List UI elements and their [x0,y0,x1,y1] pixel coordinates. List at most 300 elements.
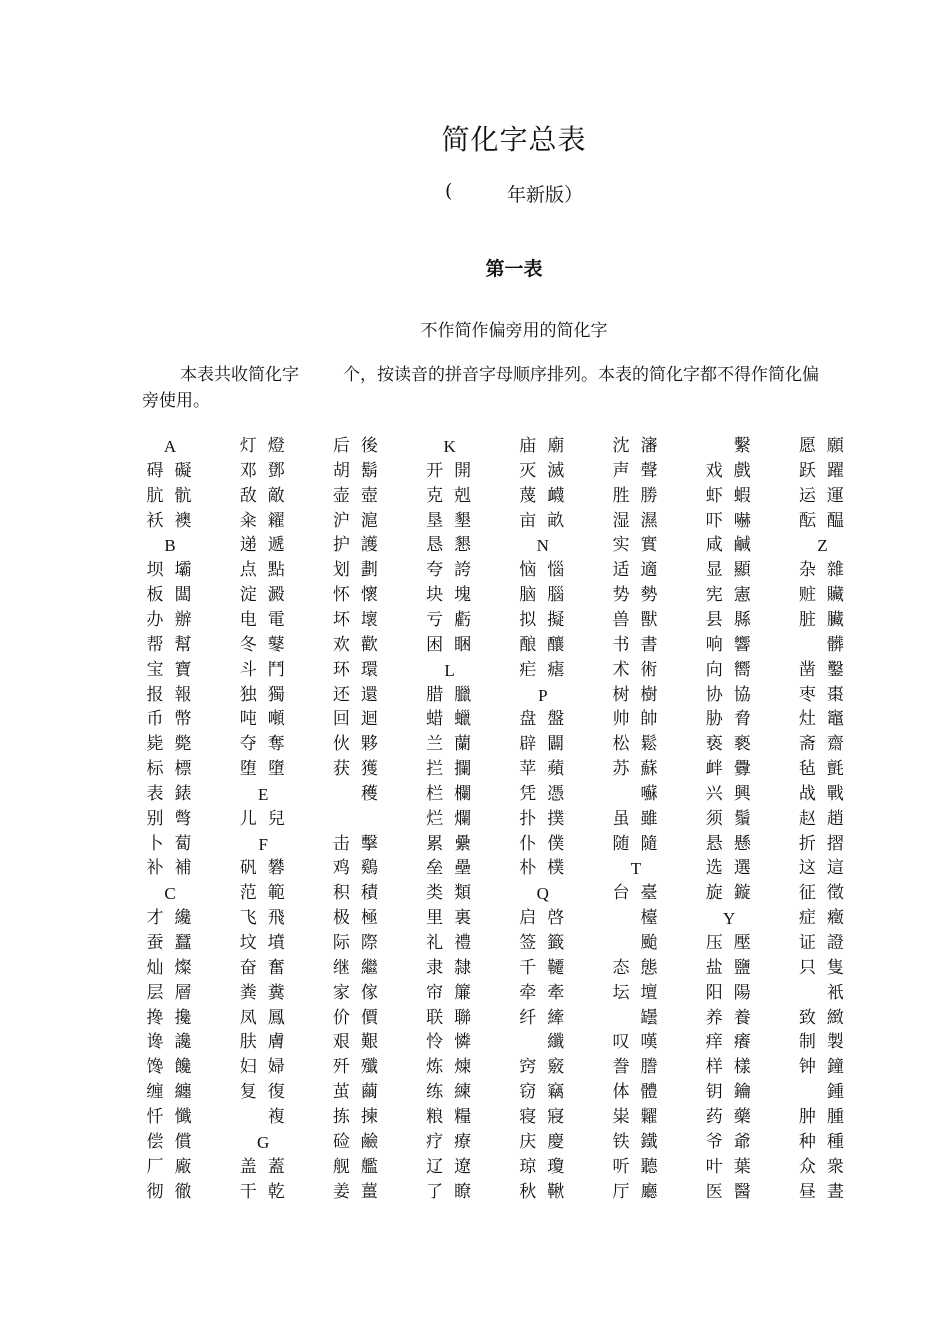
character-pair [701,757,781,782]
simplified-char: 歼 [332,1057,350,1078]
character-pair [515,509,595,534]
traditional-char: 兒 [267,808,285,829]
simplified-char: 联 [426,1007,444,1028]
character-pair [515,782,595,807]
simplified-char: 碍 [146,460,164,481]
character-pair [515,956,595,981]
character-pair [515,707,595,732]
character-pair [422,1130,502,1155]
simplified-char: 兽 [612,609,630,630]
traditional-char: 擬 [547,609,565,630]
simplified-char: 粪 [239,982,257,1003]
traditional-char: 奪 [267,734,285,755]
character-pair [422,484,502,509]
character-pair [142,484,222,509]
character-pair [422,533,502,558]
simplified-char: 划 [332,560,350,581]
character-pair [794,558,874,583]
traditional-char: 籤 [547,933,565,953]
character-pair [328,1105,408,1130]
simplified-char: 拟 [519,609,537,630]
character-pair [235,856,315,881]
traditional-char: 盤 [547,709,565,730]
character-pair [328,1055,408,1080]
traditional-char: 隨 [640,833,658,854]
simplified-char: 烂 [426,808,444,829]
simplified-char: 帅 [612,709,630,730]
letter-heading [142,881,222,906]
simplified-char: 矾 [239,858,257,879]
traditional-char: 繭 [360,1082,378,1103]
simplified-char: 显 [705,560,723,581]
character-pair [701,633,781,658]
simplified-char: 养 [705,1007,723,1028]
traditional-char: 檯 [640,908,658,929]
simplified-char: 这 [798,858,816,879]
simplified-char: 范 [239,883,257,904]
character-pair [608,1006,688,1031]
simplified-char: 缠 [146,1082,164,1103]
edition-open-paren: ( [445,180,453,202]
character-pair [422,509,502,534]
character-pair [142,509,222,534]
simplified-char: 沪 [332,510,350,531]
traditional-char: 懺 [174,1106,192,1127]
simplified-char: 赃 [798,585,816,606]
character-pair [608,1030,688,1055]
letter-heading [235,832,315,857]
traditional-char: 壞 [360,609,378,630]
character-pair [328,459,408,484]
traditional-char: 燦 [174,957,192,978]
simplified-char: 恳 [426,535,444,556]
traditional-char: 電 [267,609,285,630]
character-pair [701,782,781,807]
simplified-char: 毙 [146,734,164,755]
traditional-char: 晝 [826,1181,844,1202]
character-pair [142,732,222,757]
character-pair [608,707,688,732]
traditional-char: 蘭 [454,734,472,755]
letter-heading [515,533,595,558]
traditional-char: 撲 [547,808,565,829]
simplified-char: 书 [612,634,630,655]
simplified-char: 肮 [146,485,164,506]
simplified-char: 宪 [705,585,723,606]
traditional-char: 罎 [640,1007,658,1028]
traditional-char: 斃 [174,734,192,755]
letter-heading-text: Q [536,884,549,904]
traditional-char: 壘 [454,858,472,879]
character-pair [142,459,222,484]
character-pair [794,931,874,956]
simplified-char: 坏 [332,609,350,630]
simplified-char: 练 [426,1082,444,1103]
simplified-char: 补 [146,858,164,879]
traditional-char: 纏 [174,1082,192,1103]
traditional-char: 鼕 [267,634,285,655]
character-pair [515,732,595,757]
character-pair [515,459,595,484]
character-pair [422,732,502,757]
character-pair [608,1180,688,1205]
simplified-char: 证 [798,933,816,953]
traditional-char: 鞦 [547,1181,565,1202]
character-pair [422,832,502,857]
letter-heading [794,533,874,558]
traditional-char: 纍 [454,833,472,854]
character-pair [422,1080,502,1105]
simplified-char: 开 [426,460,444,481]
traditional-char: 鬚 [733,808,751,829]
character-pair [422,881,502,906]
character-pair [608,956,688,981]
simplified-char: 灶 [798,709,816,730]
simplified-char: 运 [798,485,816,506]
simplified-char: 礼 [426,933,444,953]
simplified-char: 击 [332,833,350,854]
character-pair [422,981,502,1006]
simplified-char: 卜 [146,833,164,854]
character-pair [794,1180,874,1205]
traditional-char: 縣 [733,609,751,630]
character-pair [328,906,408,931]
traditional-char: 礬 [267,858,285,879]
simplified-char: 家 [332,982,350,1003]
traditional-char: 樹 [640,684,658,705]
simplified-char: 坟 [239,933,257,953]
simplified-char: 灿 [146,957,164,978]
character-pair [701,931,781,956]
character-pair [235,1180,315,1205]
character-pair [422,1105,502,1130]
simplified-char: 淀 [239,585,257,606]
traditional-char: 鄧 [267,460,285,481]
traditional-char: 擊 [360,833,378,854]
traditional-char: 瓊 [547,1156,565,1177]
character-pair [235,1080,315,1105]
traditional-char: 竈 [826,709,844,730]
character-pair [608,807,688,832]
traditional-char: 墮 [267,759,285,780]
traditional-char: 鬥 [267,659,285,680]
simplified-char: 琼 [519,1156,537,1177]
simplified-char: 爷 [705,1131,723,1152]
simplified-char: 样 [705,1057,723,1078]
simplified-char: 签 [519,933,537,953]
traditional-char: 夥 [360,734,378,755]
traditional-char: 讒 [174,1032,192,1053]
traditional-char: 體 [640,1082,658,1103]
character-pair [422,1055,502,1080]
traditional-char: 願 [826,436,844,456]
character-pair [235,707,315,732]
character-pair [328,1030,408,1055]
simplified-char: 怜 [426,1032,444,1053]
traditional-char: 幫 [174,634,192,655]
character-pair [235,558,315,583]
traditional-char: 遼 [454,1156,472,1177]
character-pair [794,981,874,1006]
simplified-char: 际 [332,933,350,953]
simplified-char: 别 [146,808,164,829]
traditional-char: 選 [733,858,751,879]
simplified-char: 辽 [426,1156,444,1177]
simplified-char: 块 [426,585,444,606]
traditional-char: 蘇 [640,759,658,780]
traditional-char: 彆 [174,808,192,829]
letter-heading-text: L [444,660,455,680]
simplified-char: 蜡 [426,709,444,730]
simplified-char: 医 [705,1181,723,1202]
simplified-char: 牵 [519,982,537,1003]
simplified-char: 环 [332,659,350,680]
character-pair [142,1105,222,1130]
simplified-char: 积 [332,883,350,904]
traditional-char: 練 [454,1082,472,1103]
traditional-char: 標 [174,759,192,780]
character-pair [608,881,688,906]
character-pair [515,906,595,931]
simplified-char: 朴 [519,858,537,879]
simplified-char: 怀 [332,585,350,606]
character-pair [794,956,874,981]
traditional-char: 墳 [267,933,285,953]
simplified-char: 还 [332,684,350,705]
simplified-char: 秋 [519,1181,537,1202]
character-pair [515,1155,595,1180]
simplified-char: 仆 [519,833,537,854]
character-pair [142,608,222,633]
intro-paragraph [142,362,902,414]
simplified-char: 帮 [146,634,164,655]
simplified-char: 表 [146,783,164,804]
character-pair [328,856,408,881]
traditional-char: 勝 [640,485,658,506]
simplified-char: 启 [519,908,537,929]
traditional-char: 齋 [826,734,844,755]
simplified-char: 昼 [798,1181,816,1202]
traditional-char: 極 [360,908,378,929]
character-pair [701,509,781,534]
simplified-char: 恼 [519,560,537,581]
simplified-char: 茧 [332,1082,350,1103]
traditional-char: 聯 [454,1007,472,1028]
simplified-char: 药 [705,1106,723,1127]
traditional-char: 鏇 [733,883,751,904]
simplified-char: 馋 [146,1057,164,1078]
simplified-char: 随 [612,833,630,854]
traditional-char: 隻 [826,957,844,978]
simplified-char: 庆 [519,1131,537,1152]
table-subtitle: 不作简作偏旁用的简化字 [420,321,608,341]
simplified-char: 袄 [146,510,164,531]
character-pair [794,509,874,534]
simplified-char: 压 [705,933,723,953]
traditional-char: 鑰 [733,1082,751,1103]
traditional-char: 衊 [547,485,565,506]
traditional-char: 攔 [454,759,472,780]
simplified-char: 窍 [519,1057,537,1078]
character-pair [142,782,222,807]
character-pair [701,1080,781,1105]
traditional-char: 開 [454,460,472,481]
character-pair [422,459,502,484]
simplified-char: 吓 [705,510,723,531]
simplified-char: 层 [146,982,164,1003]
character-pair [515,1105,595,1130]
simplified-char: 窃 [519,1082,537,1103]
character-pair [794,1030,874,1055]
simplified-char: 纤 [519,1007,537,1028]
simplified-char: 吨 [239,709,257,730]
simplified-char: 报 [146,684,164,705]
traditional-char: 韆 [547,957,565,978]
character-pair [608,533,688,558]
traditional-char: 獨 [267,684,285,705]
simplified-char: 硷 [332,1131,350,1152]
traditional-char: 釁 [733,759,751,780]
character-pair [235,931,315,956]
character-pair [794,906,874,931]
letter-heading-text: K [443,437,456,456]
simplified-char: 价 [332,1007,350,1028]
simplified-char: 隶 [426,957,444,978]
character-pair [515,434,595,459]
simplified-char: 征 [798,883,816,904]
simplified-char: 板 [146,585,164,606]
traditional-char: 纔 [174,908,192,929]
simplified-char: 坛 [612,982,630,1003]
character-pair [701,707,781,732]
character-pair [142,1006,222,1031]
character-pair [515,1055,595,1080]
traditional-char: 興 [733,783,751,804]
traditional-char: 徹 [174,1181,192,1202]
character-pair [235,533,315,558]
character-pair [701,1030,781,1055]
simplified-char: 夸 [426,560,444,581]
simplified-char: 粜 [612,1106,630,1127]
traditional-char: 腦 [547,585,565,606]
character-pair [794,583,874,608]
simplified-char: 堕 [239,759,257,780]
traditional-char: 藥 [733,1106,751,1127]
traditional-char: 蝦 [733,485,751,506]
traditional-char: 摺 [826,833,844,854]
character-pair [701,608,781,633]
character-pair [701,881,781,906]
traditional-char: 聽 [640,1156,658,1177]
character-pair [328,533,408,558]
traditional-char: 樸 [547,858,565,879]
letter-heading-text: C [164,884,176,904]
character-pair [701,1006,781,1031]
intro-text-b: 个，按读音的拼音字母顺序排列。本表的简化字都不得作简化偏 [343,365,819,385]
character-pair [794,856,874,881]
traditional-char: 氈 [826,759,844,780]
simplified-char: 赵 [798,808,816,829]
traditional-char: 態 [640,957,658,978]
simplified-char: 态 [612,957,630,978]
character-pair [328,583,408,608]
character-pair [142,1080,222,1105]
simplified-char: 邓 [239,460,257,481]
simplified-char: 回 [332,709,350,730]
character-pair [515,1130,595,1155]
character-pair [701,1180,781,1205]
character-pair [235,1030,315,1055]
traditional-char: 積 [360,883,378,904]
simplified-char: 垒 [426,858,444,879]
character-pair [608,633,688,658]
simplified-char: 搀 [146,1007,164,1028]
character-pair [422,757,502,782]
character-pair [701,459,781,484]
traditional-char: 緻 [826,1007,844,1028]
character-pair [422,956,502,981]
simplified-char: 后 [332,436,350,456]
simplified-char: 儿 [239,808,257,829]
traditional-char: 顯 [733,560,751,581]
character-pair [328,484,408,509]
character-pair [794,881,874,906]
character-pair [515,1030,595,1055]
traditional-char: 劃 [360,560,378,581]
traditional-char: 憐 [454,1032,472,1053]
traditional-char: 脅 [733,709,751,730]
traditional-char: 燈 [267,436,285,456]
intro-text-a: 本表共收简化字 [180,365,299,385]
letter-heading-text: P [538,685,548,705]
simplified-char: 响 [705,634,723,655]
traditional-char: 虧 [454,609,472,630]
simplified-char: 虽 [612,808,630,829]
character-pair [515,484,595,509]
traditional-char: 鹹 [733,535,751,556]
traditional-char: 證 [826,933,844,953]
traditional-char: 協 [733,684,751,705]
character-pair [515,981,595,1006]
traditional-char: 壇 [640,982,658,1003]
simplified-char: 酿 [519,634,537,655]
character-pair [608,1055,688,1080]
simplified-char: 粮 [426,1106,444,1127]
character-pair [142,583,222,608]
traditional-char: 懸 [733,833,751,854]
character-pair [142,683,222,708]
traditional-char: 類 [454,883,472,904]
character-pair [608,981,688,1006]
traditional-char: 剋 [454,485,472,506]
character-pair [235,1105,315,1130]
character-pair [142,1030,222,1055]
simplified-char: 斋 [798,734,816,755]
traditional-char: 際 [360,933,378,953]
traditional-char: 鐘 [826,1057,844,1078]
character-pair [794,459,874,484]
traditional-char: 謄 [640,1057,658,1078]
simplified-char: 坝 [146,560,164,581]
simplified-char: 里 [426,908,444,929]
simplified-char: 干 [239,1181,257,1202]
character-pair [794,1130,874,1155]
character-pair [422,683,502,708]
traditional-char: 環 [360,659,378,680]
character-pair [515,856,595,881]
simplified-char: 戏 [705,460,723,481]
simplified-char: 蚕 [146,933,164,953]
